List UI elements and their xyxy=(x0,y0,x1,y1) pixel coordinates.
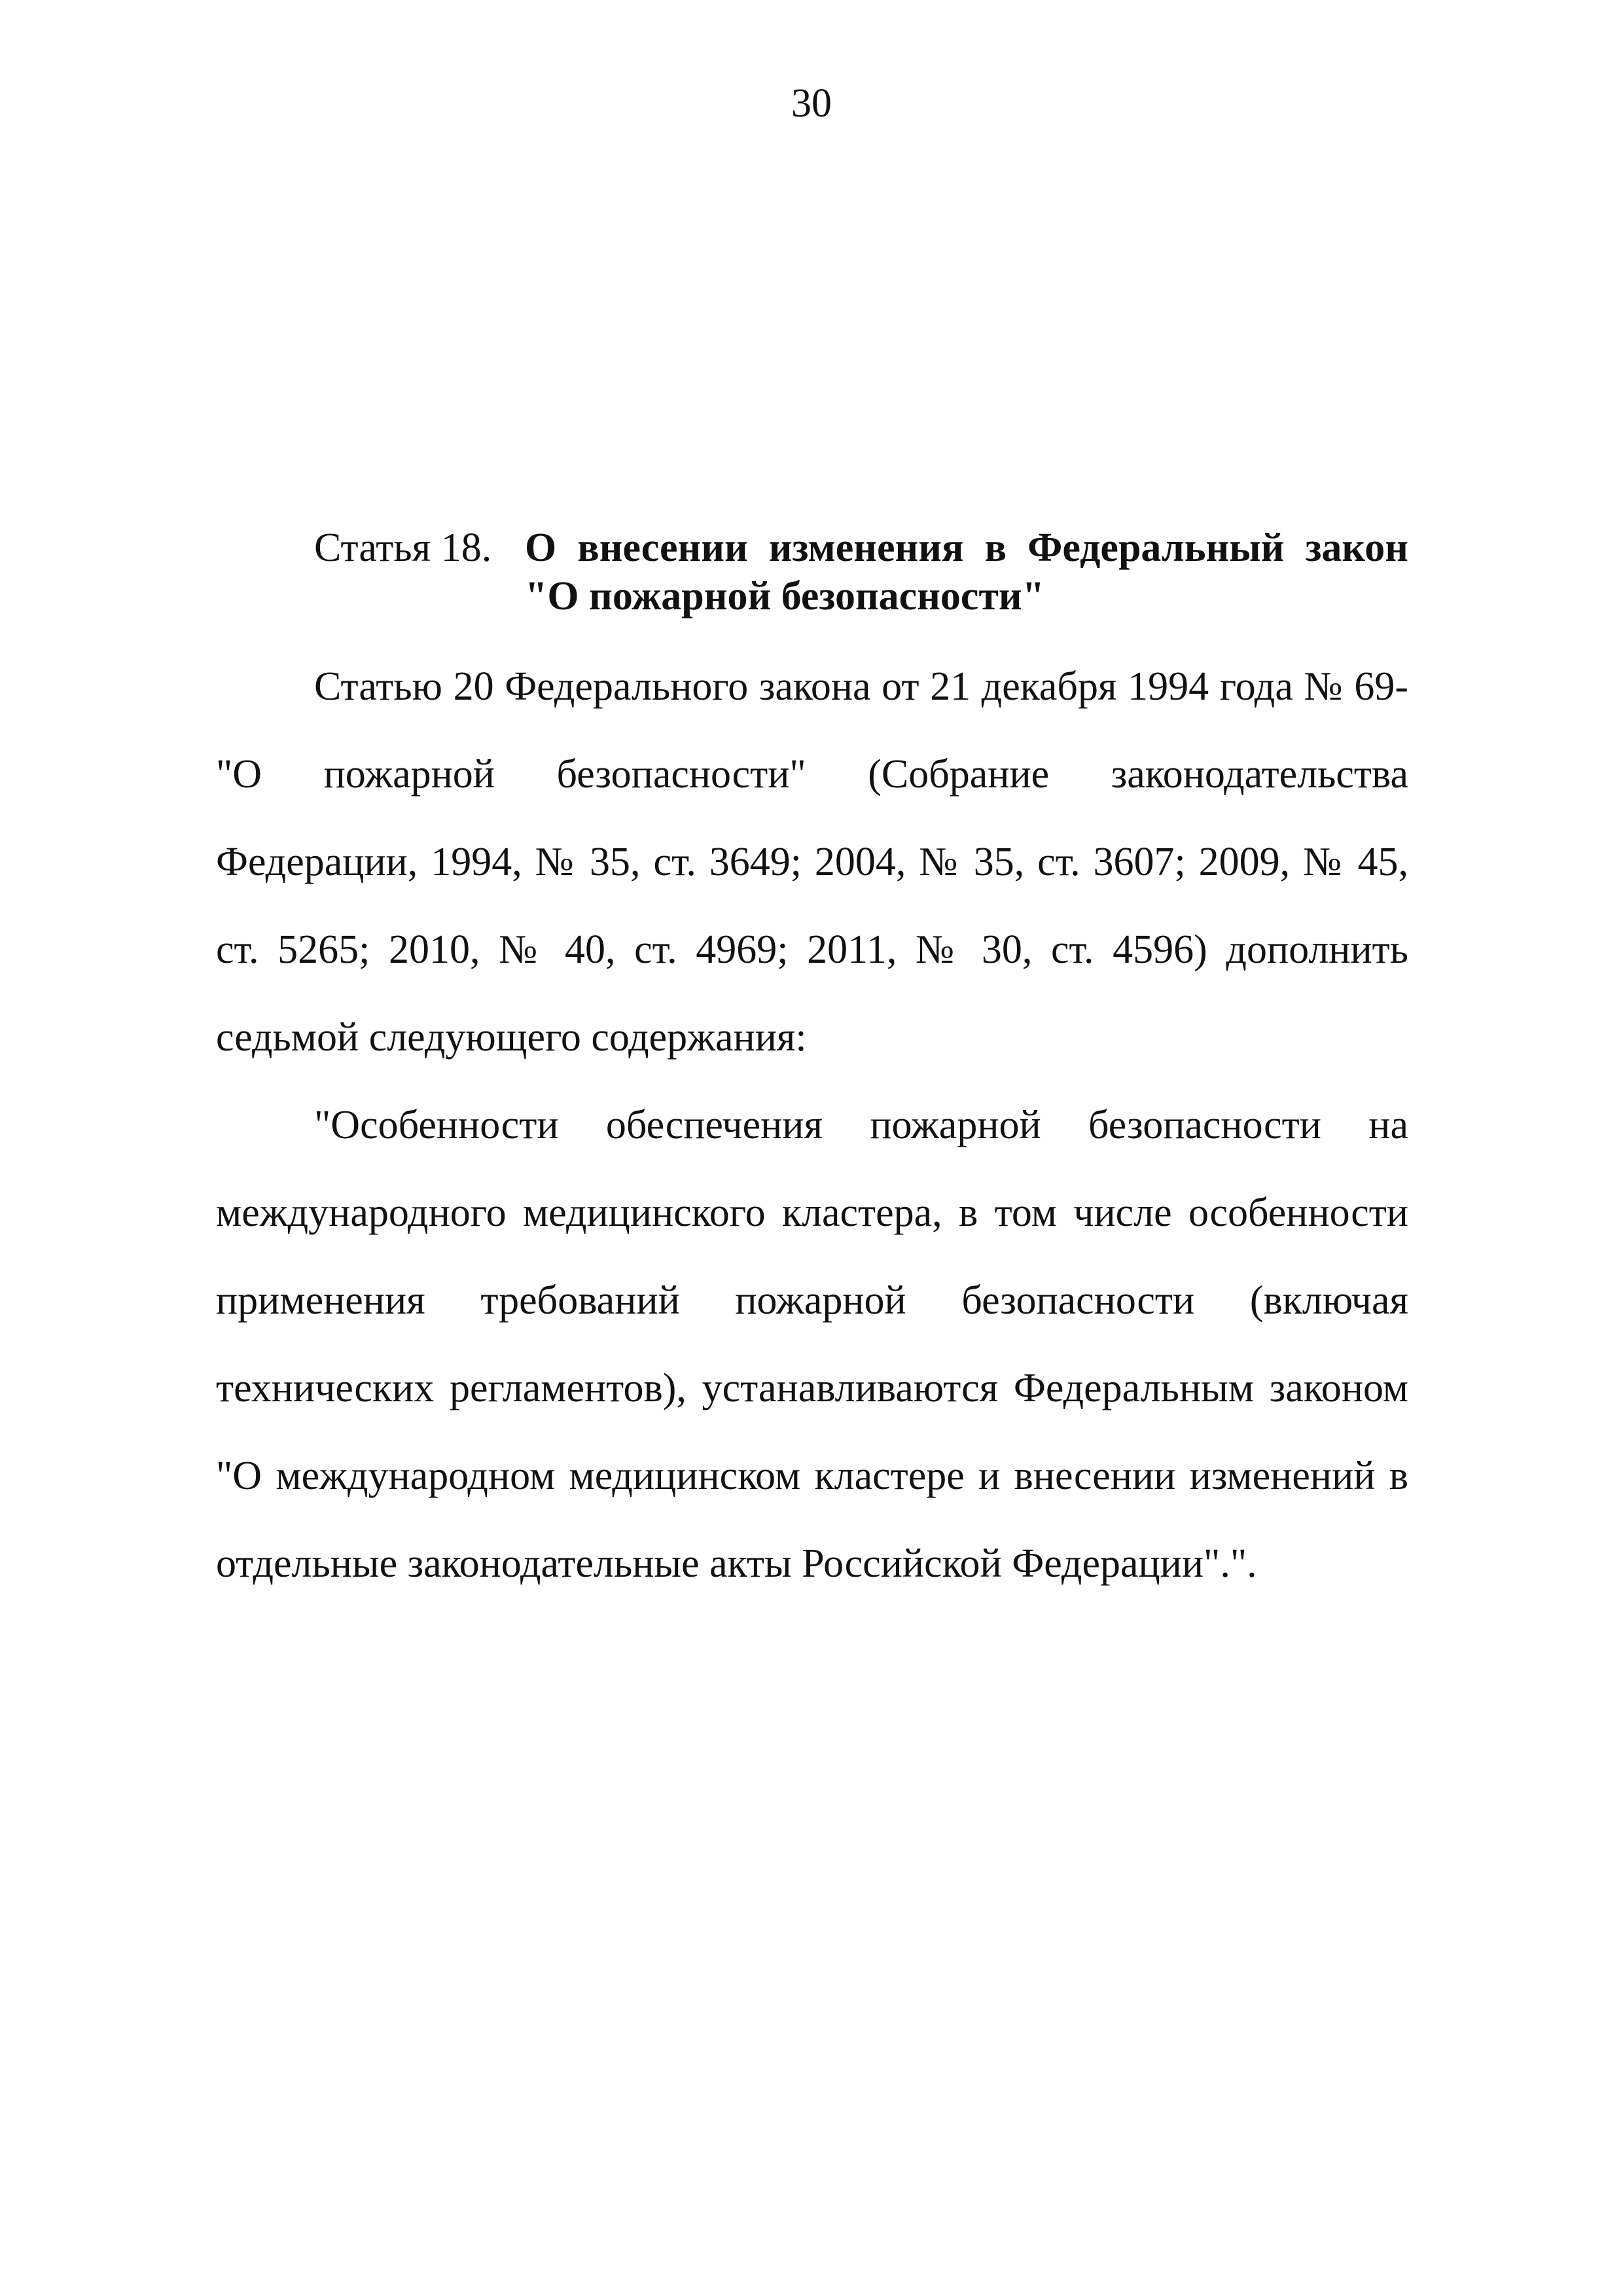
article-title-line-1: О внесении изменения в Федеральный закон xyxy=(525,526,1408,570)
article-heading xyxy=(314,524,1408,620)
paragraph-line: "Особенности обеспечения пожарной безопасности на xyxy=(314,1103,1408,1147)
paragraph-line: Федерации, 1994, № 35, ст. 3649; 2004, № 35, ст. 3607; 2009, № 45, xyxy=(216,840,1408,884)
article-title xyxy=(525,524,1408,620)
paragraph-quoted-text xyxy=(216,1081,1408,1607)
paragraph-line: отдельные законодательные акты Российской Федерации".". xyxy=(216,1541,1257,1586)
paragraph-line: Статью 20 Федерального закона от 21 декабря 1994 года № 69- xyxy=(314,664,1408,709)
paragraph-amendment-instruction xyxy=(216,643,1408,1081)
paragraph-line: технических регламентов), устанавливаются Федеральным законом xyxy=(216,1366,1408,1410)
paragraph-line: международного медицинского кластера, в том числе особенности xyxy=(216,1191,1408,1235)
paragraph-line: седьмой следующего содержания: xyxy=(216,1015,807,1060)
paragraph-line: "О пожарной безопасности" (Собрание законодательства xyxy=(216,752,1408,797)
paragraph-line: ст. 5265; 2010, № 40, ст. 4969; 2011, № 30, ст. 4596) дополнить xyxy=(216,927,1408,972)
paragraph-line: применения требований пожарной безопасности (включая xyxy=(216,1278,1408,1323)
paragraph-line: "О международном медицинском кластере и внесении изменений в xyxy=(216,1454,1408,1498)
article-label: Статья 18. xyxy=(314,526,492,570)
page-number: 30 xyxy=(791,81,832,126)
article-title-line-2: "О пожарной безопасности" xyxy=(525,574,1045,619)
